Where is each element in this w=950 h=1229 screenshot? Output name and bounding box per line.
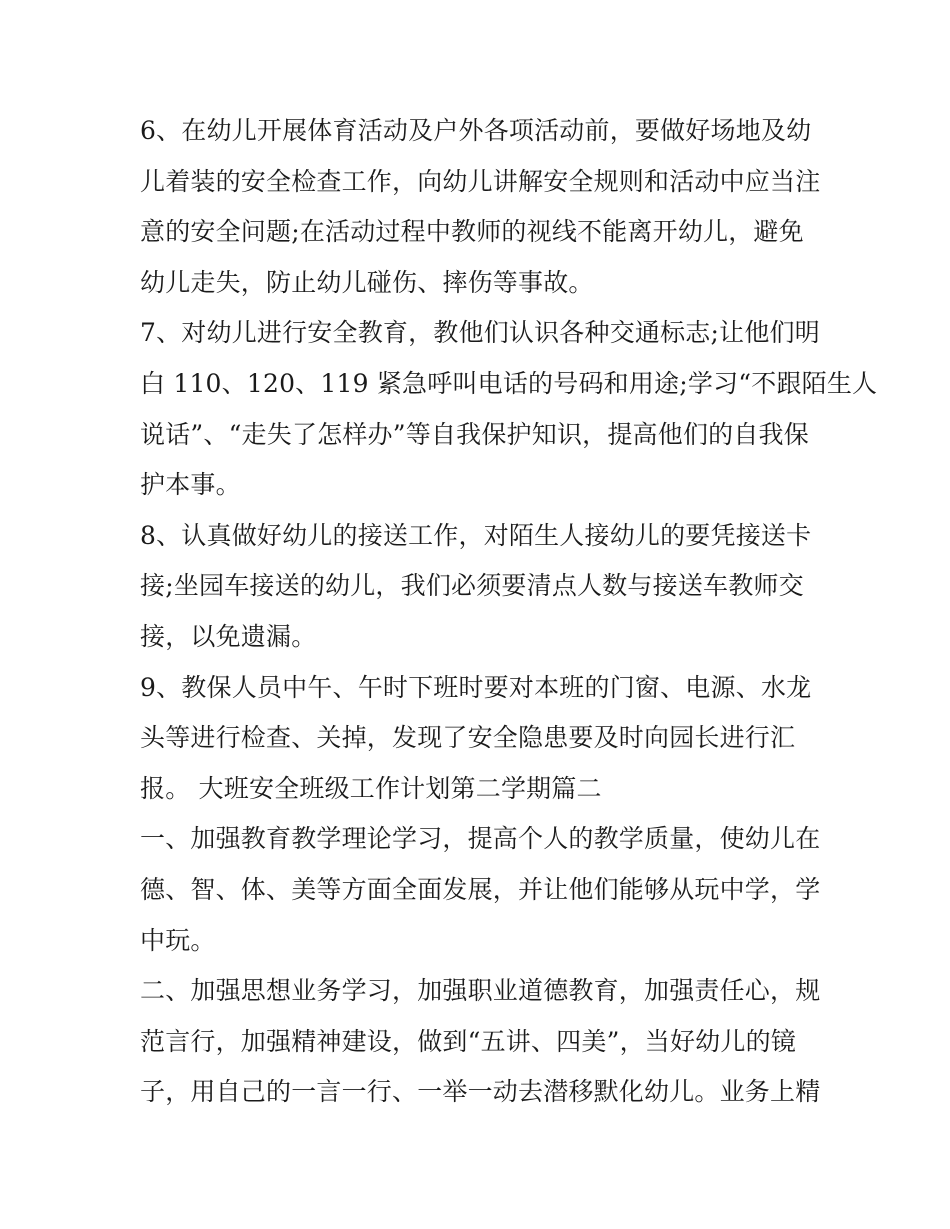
text-line: 子，用自己的一言一行、一举一动去潜移默化幼儿。业务上精 <box>140 1077 821 1107</box>
document-body <box>140 106 878 1118</box>
text-line: 9、教保人员中午、午时下班时要对本班的门窗、电源、水龙 <box>140 672 812 702</box>
text-line: 白 110、120、119 紧急呼叫电话的号码和用途;学习“不跟陌生人 <box>140 368 878 398</box>
text-line: 头等进行检查、关掉，发现了安全隐患要及时向园长进行汇 <box>140 723 796 753</box>
text-line: 范言行，加强精神建设，做到“五讲、四美”，当好幼儿的镜 <box>140 1026 796 1056</box>
text-line: 德、智、体、美等方面全面发展，并让他们能够从玩中学，学 <box>140 874 821 904</box>
text-line: 接，以免遗漏。 <box>140 621 317 651</box>
text-line: 一、加强教育教学理论学习，提高个人的教学质量，使幼儿在 <box>140 824 821 854</box>
text-line: 接;坐园车接送的幼儿，我们必须要清点人数与接送车教师交 <box>140 571 804 601</box>
text-line: 7、对幼儿进行安全教育，教他们认识各种交通标志;让他们明 <box>140 318 820 348</box>
text-line: 6、在幼儿开展体育活动及户外各项活动前，要做好场地及幼 <box>140 116 812 145</box>
text-line: 说话”、“走失了怎样办”等自我保护知识，提高他们的自我保 <box>140 419 809 449</box>
text-line: 中玩。 <box>140 925 216 955</box>
text-line: 意的安全问题;在活动过程中教师的视线不能离开幼儿，避免 <box>140 217 804 247</box>
text-line: 儿着装的安全检查工作，向幼儿讲解安全规则和活动中应当注 <box>140 166 821 196</box>
text-line: 幼儿走失，防止幼儿碰伤、摔伤等事故。 <box>140 267 594 297</box>
text-line: 报。 大班安全班级工作计划第二学期篇二 <box>140 773 602 803</box>
text-line: 护本事。 <box>140 470 241 500</box>
text-line: 二、加强思想业务学习，加强职业道德教育，加强责任心，规 <box>140 976 821 1006</box>
text-line: 8、认真做好幼儿的接送工作，对陌生人接幼儿的要凭接送卡 <box>140 520 812 550</box>
